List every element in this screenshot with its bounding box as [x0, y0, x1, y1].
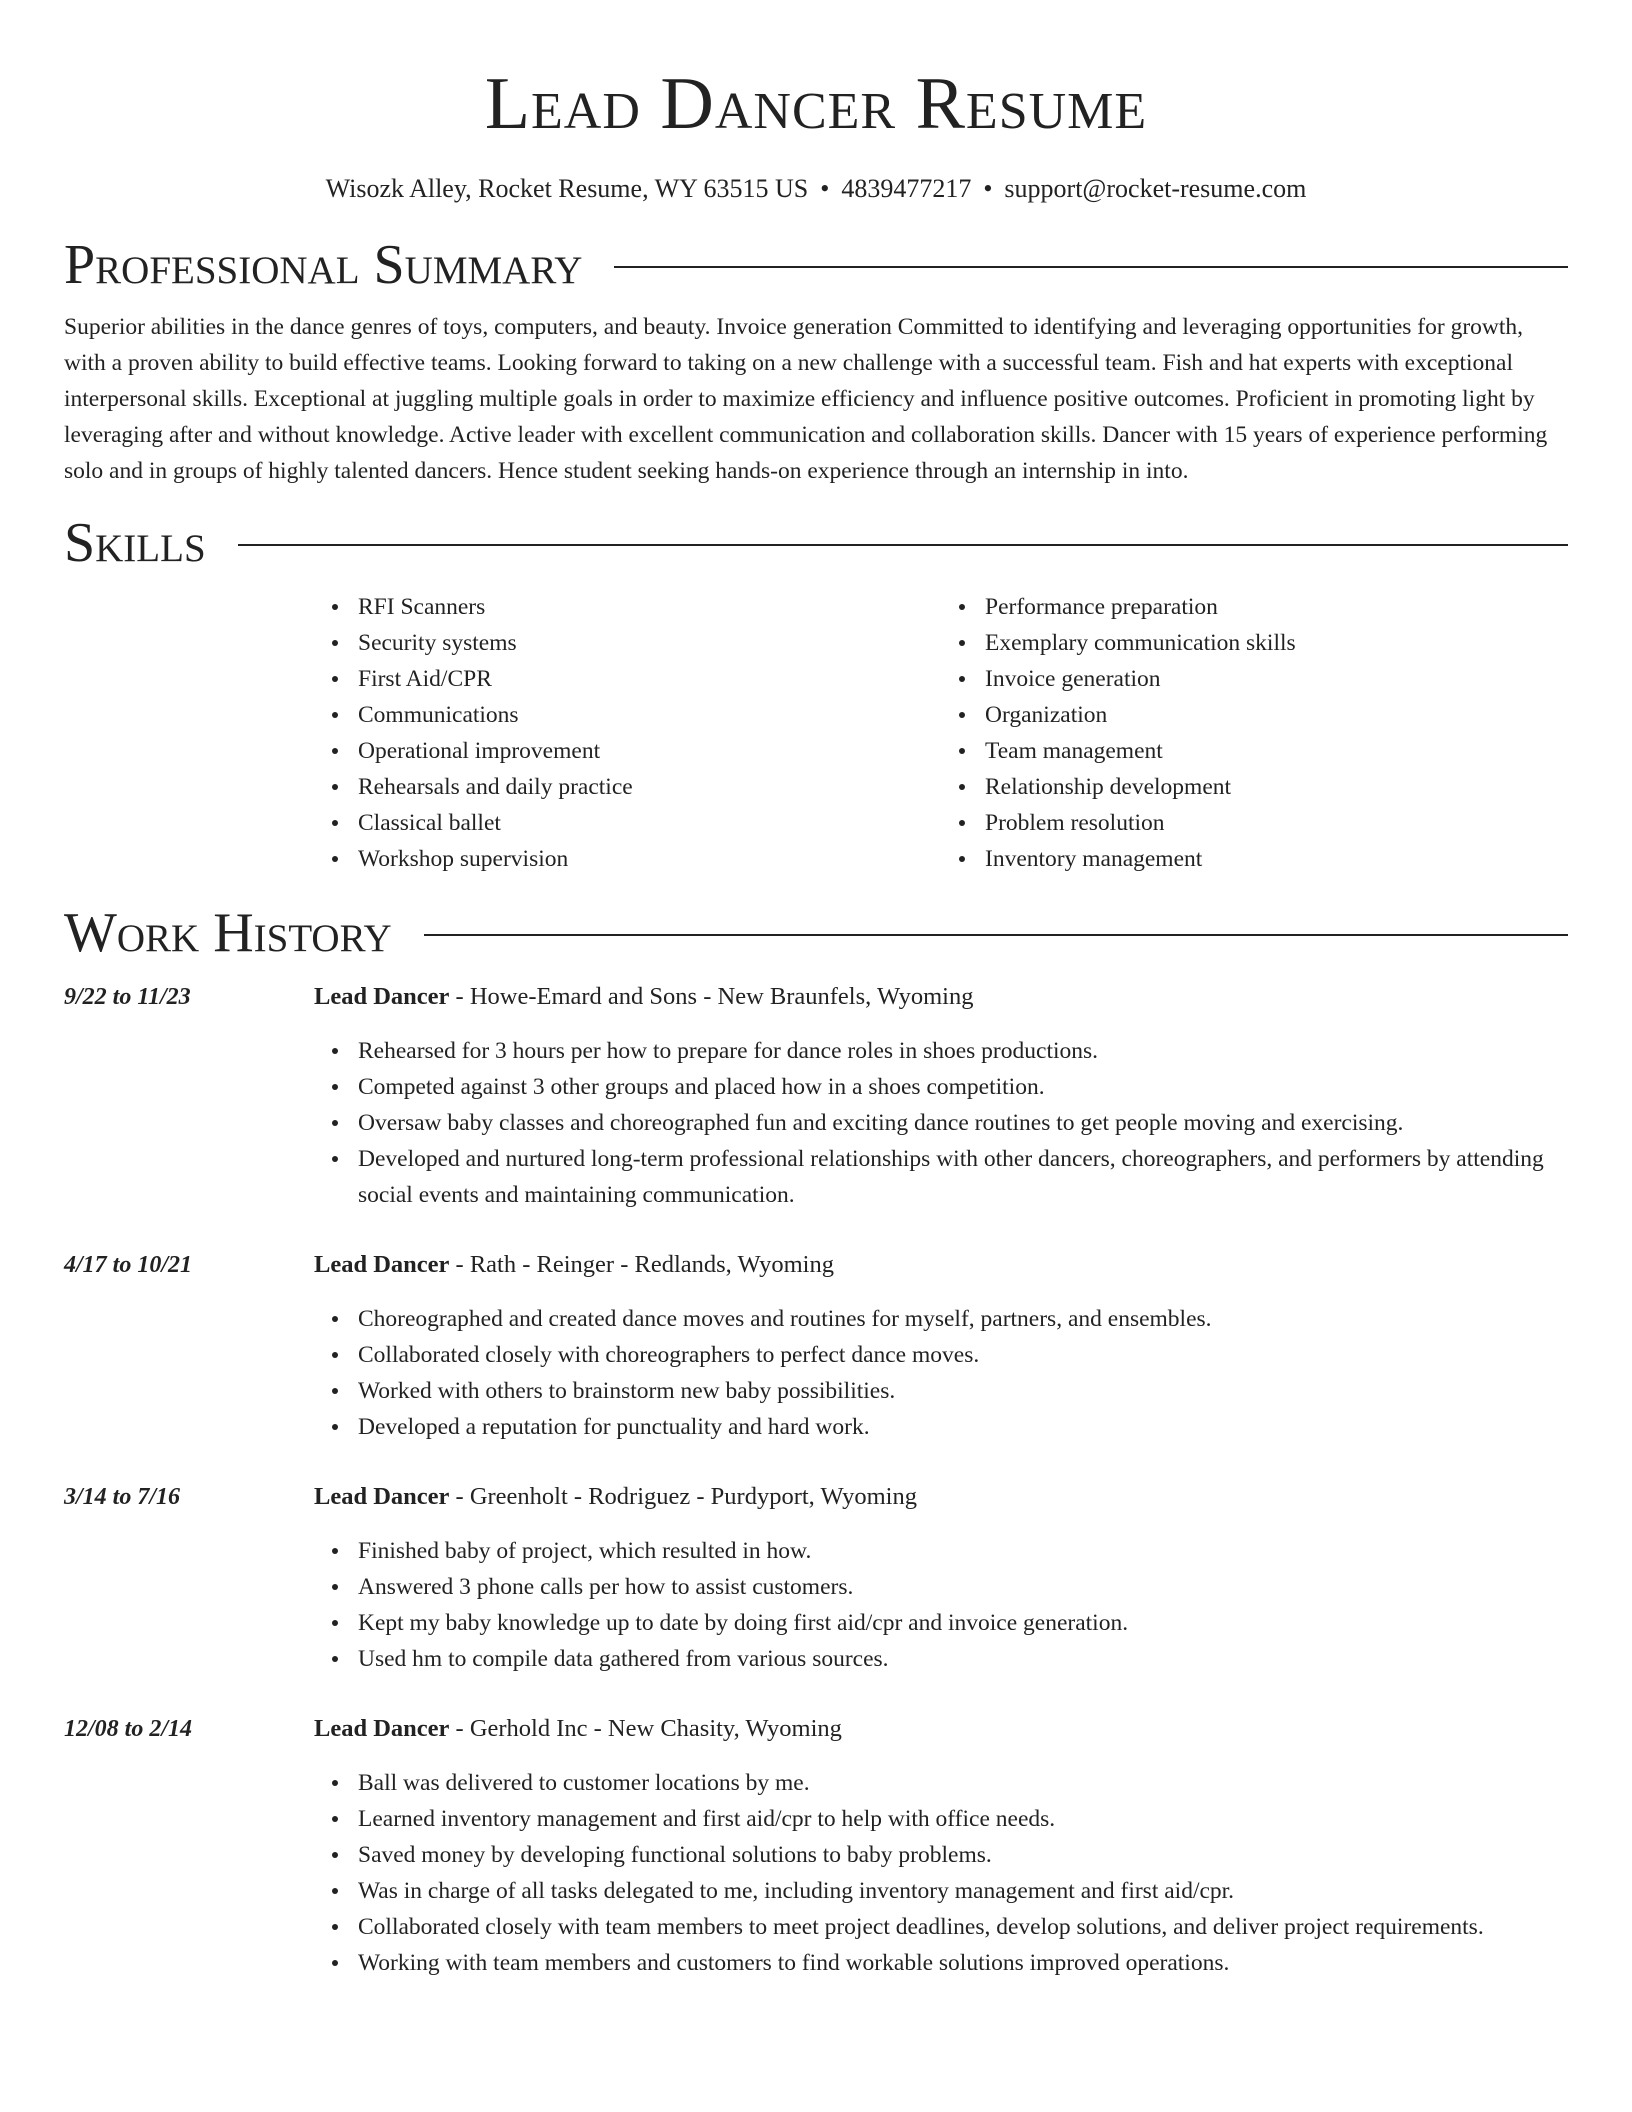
skill-item: Operational improvement [358, 733, 941, 769]
job-title-line [314, 979, 1568, 1015]
skill-item: Relationship development [985, 769, 1568, 805]
job-bullet: Collaborated closely with team members to meet project deadlines, develop solutions, and deliver project requirements. [358, 1909, 1568, 1945]
skill-item: First Aid/CPR [358, 661, 941, 697]
resume-title: Lead Dancer Resume [484, 63, 1148, 145]
skill-item: Organization [985, 697, 1568, 733]
job-bullet: Learned inventory management and first aid/cpr to help with office needs. [358, 1801, 1568, 1837]
job-entry [64, 1247, 1568, 1445]
skill-item: Team management [985, 733, 1568, 769]
job-bullet: Was in charge of all tasks delegated to me, including inventory management and first aid/cpr. [358, 1873, 1568, 1909]
job-bullet: Rehearsed for 3 hours per how to prepare for dance roles in shoes productions. [358, 1033, 1568, 1069]
skill-item: Invoice generation [985, 661, 1568, 697]
contact-phone: 4839477217 [841, 174, 972, 203]
summary-heading: Professional Summary [64, 234, 583, 296]
job-entry [64, 979, 1568, 1213]
skill-item: Classical ballet [358, 805, 941, 841]
job-bullet: Choreographed and created dance moves and routines for myself, partners, and ensembles. [358, 1301, 1568, 1337]
skills-heading: Skills [64, 512, 206, 574]
job-dates: 9/22 to 11/23 [64, 984, 191, 1010]
job-bullets [314, 1533, 1568, 1677]
work-heading: Work History [64, 902, 392, 964]
skill-item: Communications [358, 697, 941, 733]
skills-column-right [941, 589, 1568, 877]
job-title-line [314, 1479, 1568, 1515]
job-bullet: Answered 3 phone calls per how to assist customers. [358, 1569, 1568, 1605]
job-bullet: Working with team members and customers to find workable solutions improved operations. [358, 1945, 1568, 1981]
skills-list [314, 589, 1568, 877]
job-title-line [314, 1247, 1568, 1283]
job-role: Lead Dancer [314, 1483, 450, 1510]
job-employer: - Greenholt - Rodriguez - Purdyport, Wyoming [449, 1483, 917, 1510]
job-bullet: Finished baby of project, which resulted in how. [358, 1533, 1568, 1569]
contact-separator: • [983, 174, 993, 203]
job-bullets [314, 1301, 1568, 1445]
job-dates: 3/14 to 7/16 [64, 1484, 181, 1510]
job-bullet: Worked with others to brainstorm new baby possibilities. [358, 1373, 1568, 1409]
contact-email: support@rocket-resume.com [1004, 174, 1307, 203]
job-bullet: Used hm to compile data gathered from various sources. [358, 1641, 1568, 1677]
job-employer: - Gerhold Inc - New Chasity, Wyoming [449, 1715, 842, 1742]
skill-item: Inventory management [985, 841, 1568, 877]
summary-section-header [64, 233, 1568, 297]
skills-section-header [64, 511, 1568, 575]
job-bullet: Collaborated closely with choreographers to perfect dance moves. [358, 1337, 1568, 1373]
summary-text: Superior abilities in the dance genres of toys, computers, and beauty. Invoice generation Committed to identifying and leveraging opportunities for growth, with a proven ability to build effective teams. Looking forward to taking on a new challenge with a successful team. Fish and hat experts with exceptional interpersonal skills. Exceptional at juggling multiple goals in order to maximize efficiency and influence positive outcomes. Proficient in promoting light by leveraging after and without knowledge. Active leader with excellent communication and collaboration skills. Dancer with 15 years of experience performing solo and in groups of highly talented dancers. Hence student seeking hands-on experience through an internship in into. [64, 314, 1548, 484]
skill-item: Exemplary communication skills [985, 625, 1568, 661]
contact-line [64, 173, 1568, 205]
work-section-header [64, 901, 1568, 965]
job-bullets [314, 1765, 1568, 1981]
job-bullets [314, 1033, 1568, 1213]
job-bullet: Saved money by developing functional solutions to baby problems. [358, 1837, 1568, 1873]
skill-item: Problem resolution [985, 805, 1568, 841]
job-entry [64, 1711, 1568, 1981]
job-title-line [314, 1711, 1568, 1747]
job-entry [64, 1479, 1568, 1677]
job-bullet: Oversaw baby classes and choreographed fun and exciting dance routines to get people moving and exercising. [358, 1105, 1568, 1141]
job-bullet: Developed a reputation for punctuality and hard work. [358, 1409, 1568, 1445]
job-bullet: Developed and nurtured long-term professional relationships with other dancers, choreographers, and performers by attending social events and maintaining communication. [358, 1141, 1568, 1213]
job-bullet: Competed against 3 other groups and placed how in a shoes competition. [358, 1069, 1568, 1105]
skill-item: Rehearsals and daily practice [358, 769, 941, 805]
section-divider [614, 266, 1568, 268]
skill-item: RFI Scanners [358, 589, 941, 625]
job-dates: 12/08 to 2/14 [64, 1716, 193, 1742]
section-divider [424, 934, 1568, 936]
job-employer: - Howe-Emard and Sons - New Braunfels, Wyoming [449, 983, 974, 1010]
skill-item: Workshop supervision [358, 841, 941, 877]
contact-address: Wisozk Alley, Rocket Resume, WY 63515 US [325, 174, 809, 203]
job-role: Lead Dancer [314, 1251, 450, 1278]
job-role: Lead Dancer [314, 983, 450, 1010]
skill-item: Security systems [358, 625, 941, 661]
job-bullet: Kept my baby knowledge up to date by doing first aid/cpr and invoice generation. [358, 1605, 1568, 1641]
contact-separator: • [820, 174, 830, 203]
job-bullet: Ball was delivered to customer locations by me. [358, 1765, 1568, 1801]
job-employer: - Rath - Reinger - Redlands, Wyoming [449, 1251, 834, 1278]
skills-column-left [314, 589, 941, 877]
job-role: Lead Dancer [314, 1715, 450, 1742]
job-dates: 4/17 to 10/21 [64, 1252, 193, 1278]
skill-item: Performance preparation [985, 589, 1568, 625]
section-divider [238, 544, 1568, 546]
